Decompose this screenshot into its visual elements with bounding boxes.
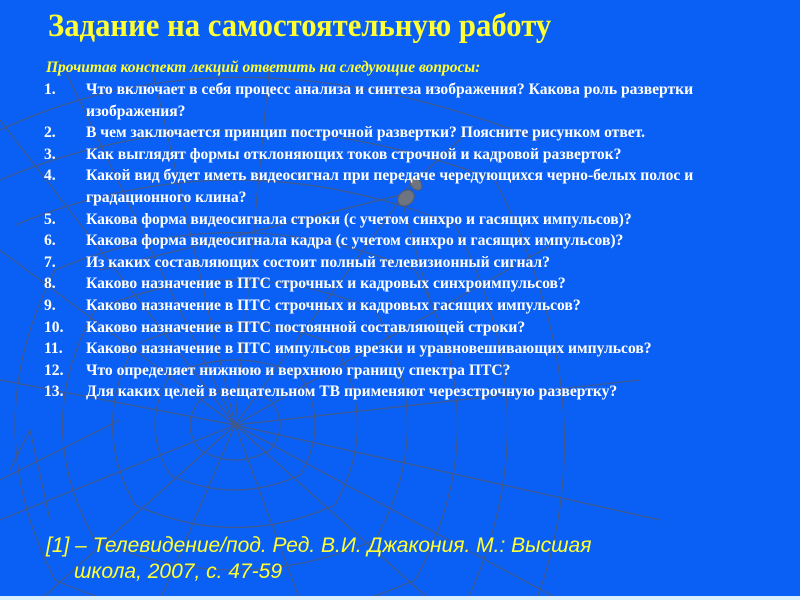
question-text: Какова форма видеосигнала кадра (с учетом синхро и гасящих импульсов)? xyxy=(86,232,624,250)
question-item xyxy=(44,360,754,382)
question-item xyxy=(44,165,754,208)
question-number: 12. xyxy=(44,361,64,379)
question-text: Каково назначение в ПТС постоянной составляющей строки? xyxy=(86,318,526,336)
question-item xyxy=(44,381,754,403)
slide-title: Задание на самостоятельную работу xyxy=(48,8,552,44)
reference-line-1: [1] – Телевидение/под. Ред. В.И. Джакония. М.: Высшая xyxy=(46,534,592,557)
bottom-edge-strip xyxy=(0,596,800,600)
question-text: Какова форма видеосигнала строки (с учетом синхро и гасящих импульсов)? xyxy=(86,210,632,228)
reference-line-2: школа, 2007, с. 47-59 xyxy=(74,560,283,583)
question-number: 10. xyxy=(44,318,64,336)
reference-citation xyxy=(46,533,746,585)
question-number: 8. xyxy=(44,275,56,293)
question-number: 7. xyxy=(44,253,56,271)
question-text: Что определяет нижнюю и верхнюю границу спектра ПТС? xyxy=(86,361,511,379)
question-number: 6. xyxy=(44,232,56,250)
question-item xyxy=(44,338,754,360)
question-text: Что включает в себя процесс анализа и синтеза изображения? Какова роль развертки изображения? xyxy=(86,81,694,120)
question-number: 11. xyxy=(44,340,63,358)
question-number: 9. xyxy=(44,296,56,314)
question-text: Какой вид будет иметь видеосигнал при передаче чередующихся черно-белых полос и градационного клина? xyxy=(86,167,694,206)
question-item xyxy=(44,209,754,231)
question-text: Из каких составляющих состоит полный телевизионный сигнал? xyxy=(86,253,550,271)
question-item xyxy=(44,295,754,317)
question-text: В чем заключается принцип построчной развертки? Поясните рисунком ответ. xyxy=(86,124,646,142)
question-list xyxy=(44,79,754,403)
question-item xyxy=(44,252,754,274)
question-item xyxy=(44,273,754,295)
question-number: 2. xyxy=(44,124,56,142)
question-item xyxy=(44,79,754,122)
question-text: Каково назначение в ПТС импульсов врезки и уравновешивающих импульсов? xyxy=(86,340,652,358)
question-number: 5. xyxy=(44,210,56,228)
question-item xyxy=(44,122,754,144)
question-item xyxy=(44,230,754,252)
question-text: Каково назначение в ПТС строчных и кадровых синхроимпульсов? xyxy=(86,275,566,293)
question-text: Как выглядят формы отклоняющих токов строчной и кадровой разверток? xyxy=(86,145,622,163)
question-number: 1. xyxy=(44,81,56,98)
question-number: 13. xyxy=(44,383,64,401)
question-text: Каково назначение в ПТС строчных и кадровых гасящих импульсов? xyxy=(86,296,581,314)
question-item xyxy=(44,144,754,166)
question-number: 4. xyxy=(44,167,56,185)
slide-subtitle: Прочитав конспект лекций ответить на следующие вопросы: xyxy=(46,59,481,76)
question-item xyxy=(44,317,754,339)
question-text: Для каких целей в вещательном ТВ применяют черезстрочную развертку? xyxy=(86,383,618,401)
question-number: 3. xyxy=(44,145,56,163)
